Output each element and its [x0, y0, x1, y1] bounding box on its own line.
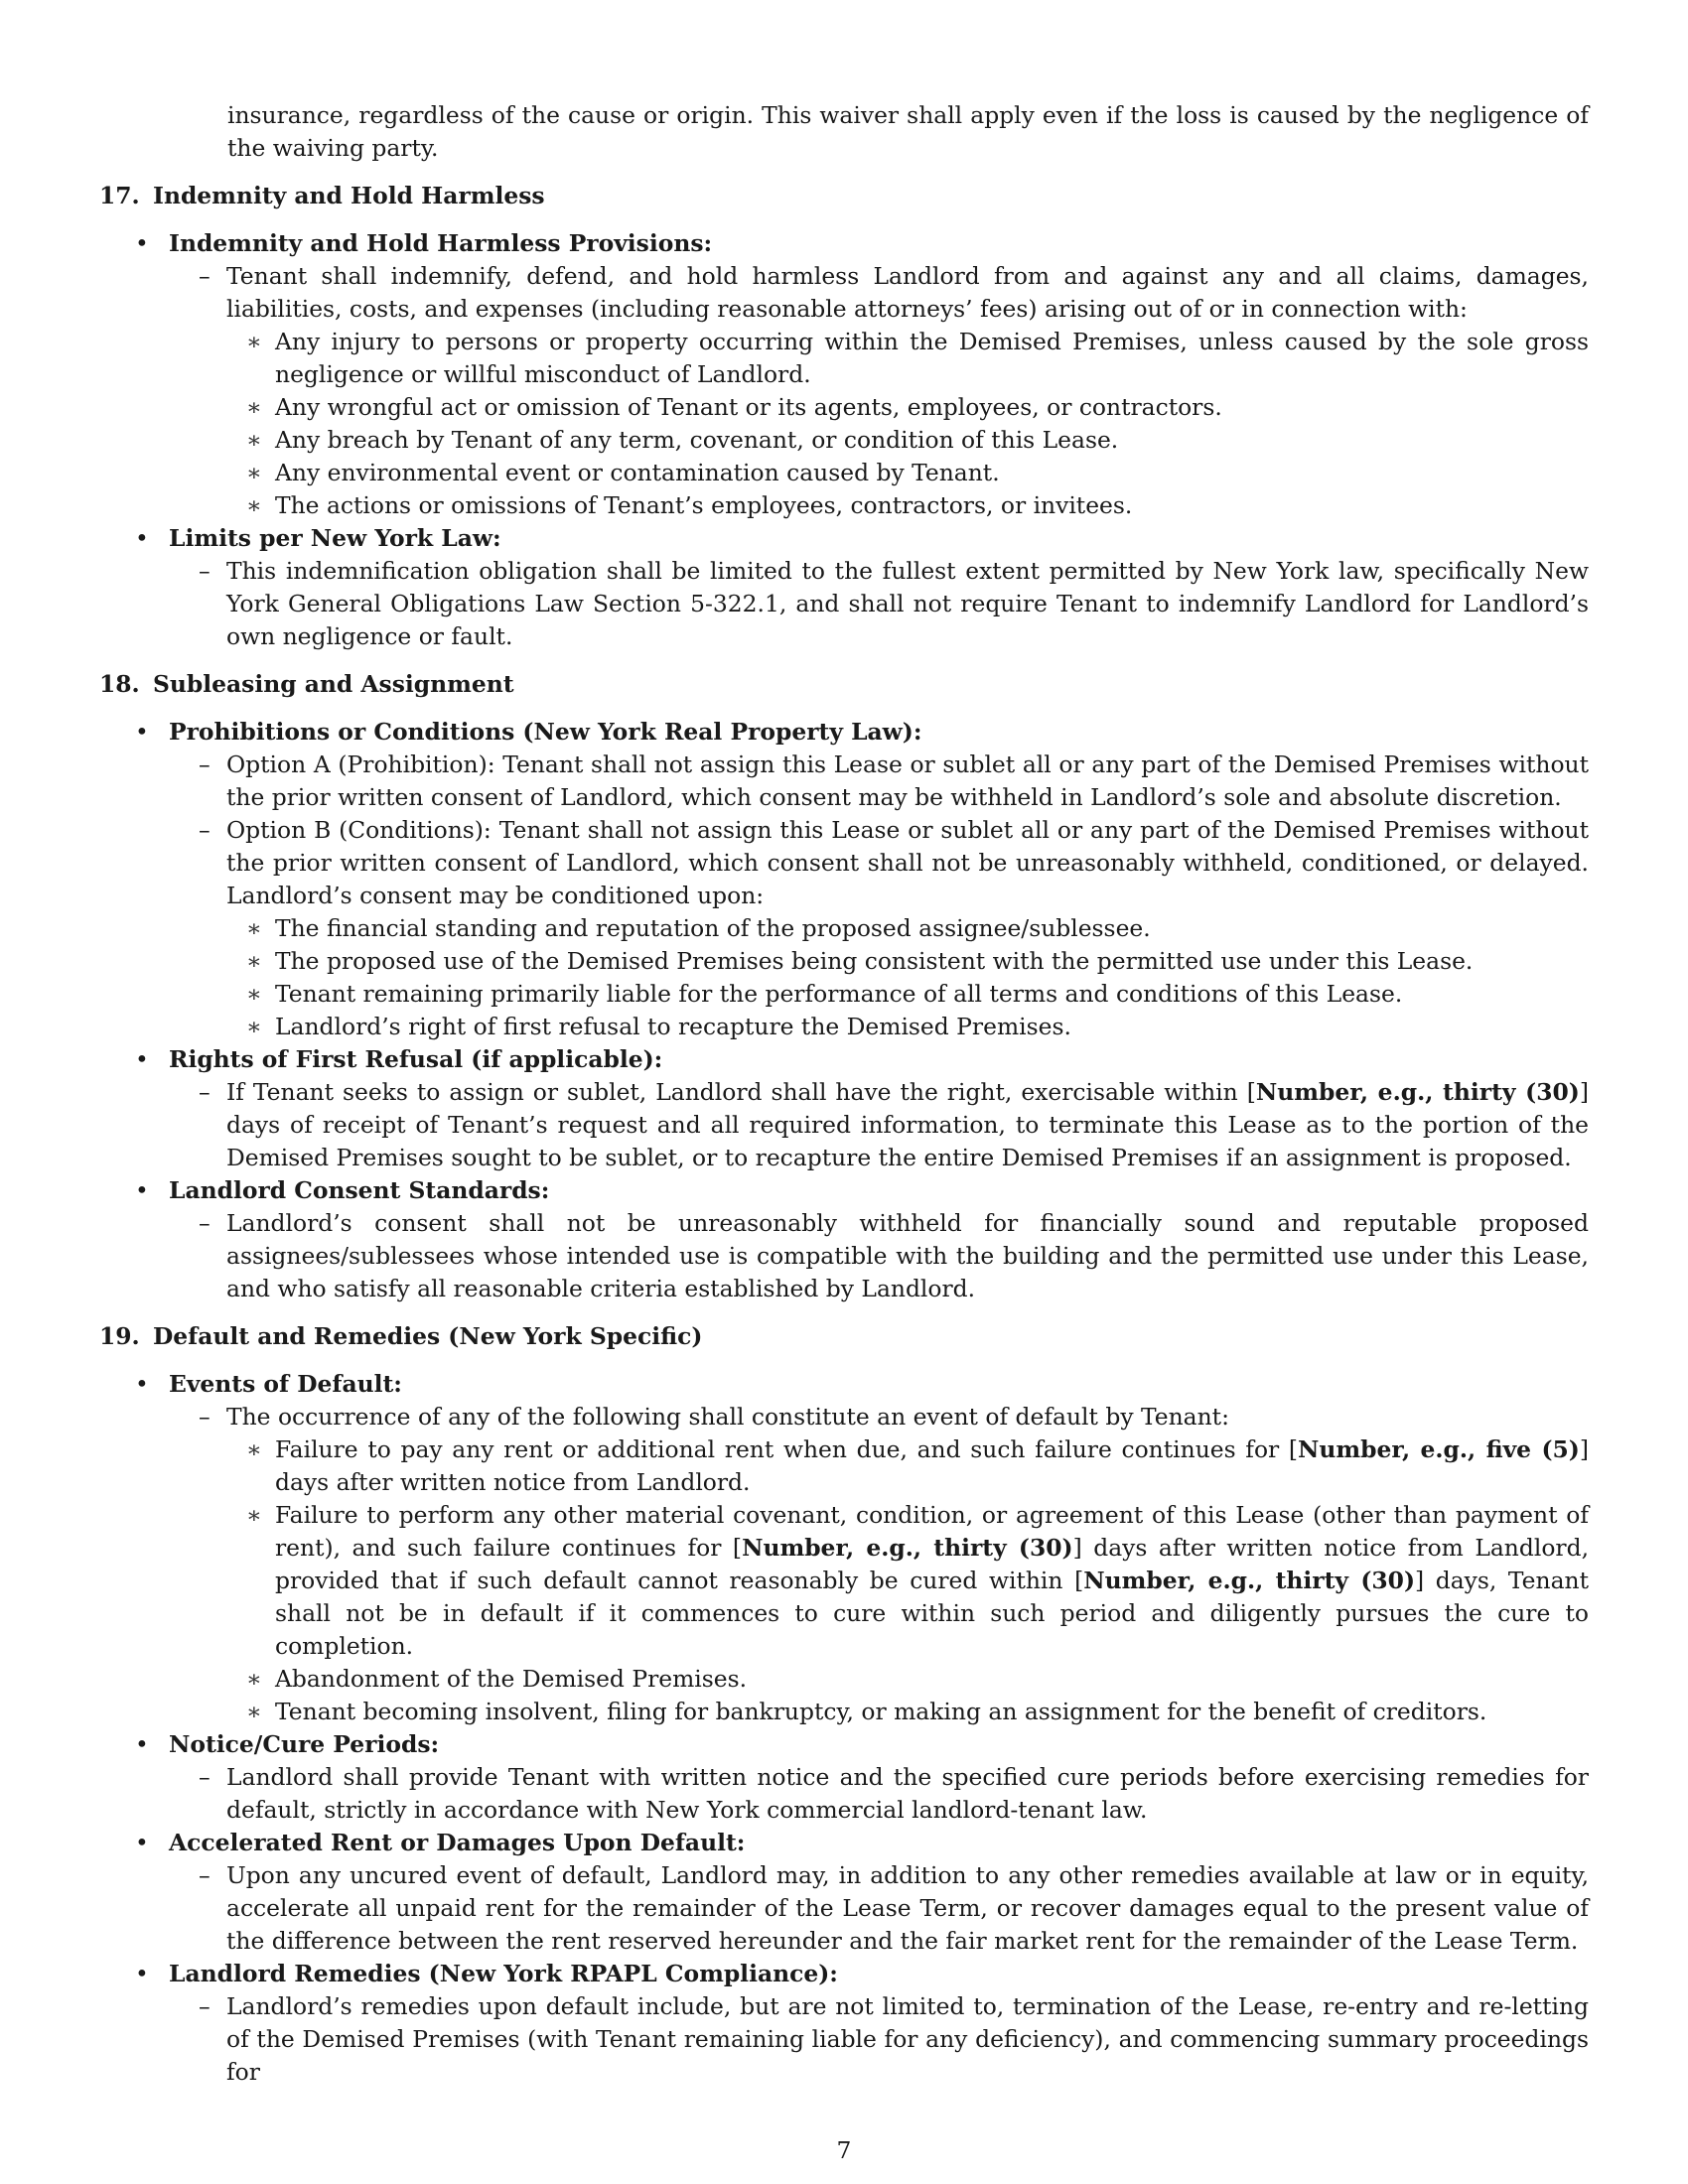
star-icon: ∗: [246, 459, 262, 486]
star-icon: ∗: [246, 393, 262, 421]
star-icon: ∗: [246, 1665, 262, 1693]
list-item: – If Tenant seeks to assign or sublet, Landlord shall have the right, exercisable within [Number, e.g., thirty (30)] days of receipt of Tenant’s request and all required information, to terminate this Lease as to the portion of the Demised Premises sought to be sublet, or to recapture the entire Demised Premises if an assignment is proposed.: [99, 1076, 1589, 1174]
list-item: [99, 227, 1589, 260]
list-item: – Landlord’s remedies upon default include, but are not limited to, termination of the Lease, re-entry and re-letting of the Demised Premises (with Tenant remaining liable for any deficiency), and commencing summary proceedings for: [99, 1990, 1589, 2089]
list-item: [99, 1043, 1589, 1076]
dash-icon: –: [199, 816, 211, 844]
bullet-icon: •: [135, 1960, 149, 1987]
dash-icon: –: [199, 1209, 211, 1237]
bullet-icon: •: [135, 524, 149, 552]
dash-icon: –: [199, 557, 211, 585]
list-item: ∗ Any wrongful act or omission of Tenant or its agents, employees, or contractors.: [99, 391, 1589, 424]
item-label: Prohibitions or Conditions (New York Real Property Law):: [169, 718, 922, 746]
star-icon: ∗: [246, 328, 262, 355]
list-item: ∗ Abandonment of the Demised Premises.: [99, 1663, 1589, 1696]
lead-paragraph: insurance, regardless of the cause or origin. This waiver shall apply even if the loss is caused by the negligence of the waiving party.: [227, 101, 1589, 162]
star-icon: ∗: [246, 491, 262, 519]
list-item: – Option B (Conditions): Tenant shall not assign this Lease or sublet all or any part of the Demised Premises without the prior written consent of Landlord, which consent shall not be unreasonably withheld, conditioned, or delayed. Landlord’s consent may be conditioned upon:: [99, 814, 1589, 912]
list-item: ∗ The actions or omissions of Tenant’s employees, contractors, or invitees.: [99, 489, 1589, 522]
bullet-icon: •: [135, 1045, 149, 1073]
bullet-icon: •: [135, 229, 149, 257]
list-item: ∗ Any breach by Tenant of any term, covenant, or condition of this Lease.: [99, 424, 1589, 457]
dash-icon: –: [199, 1078, 211, 1106]
section-19-title: Default and Remedies (New York Specific): [153, 1322, 703, 1350]
star-icon: ∗: [246, 1501, 262, 1529]
list-item: [99, 1728, 1589, 1761]
list-item: [99, 1958, 1589, 1990]
list-item: ∗ Landlord’s right of first refusal to recapture the Demised Premises.: [99, 1011, 1589, 1043]
list-item: [99, 1368, 1589, 1401]
list-item: ∗ Any environmental event or contamination caused by Tenant.: [99, 457, 1589, 489]
bullet-icon: •: [135, 1829, 149, 1856]
list-item: [99, 1174, 1589, 1207]
section-17-title: Indemnity and Hold Harmless: [153, 182, 545, 209]
item-label: Rights of First Refusal (if applicable):: [169, 1045, 663, 1073]
list-item: – Landlord’s consent shall not be unreasonably withheld for financially sound and reputable proposed assignees/sublessees whose intended use is compatible with the building and the permitted use under this Lease, and who satisfy all reasonable criteria established by Landlord.: [99, 1207, 1589, 1305]
page-number: 7: [836, 2136, 852, 2164]
list-item: [99, 522, 1589, 555]
dash-icon: –: [199, 751, 211, 778]
document-page: [99, 99, 1589, 2089]
star-icon: ∗: [246, 1435, 262, 1463]
section-17-heading: 17. Indemnity and Hold Harmless: [99, 180, 1589, 212]
list-item: – Tenant shall indemnify, defend, and hold harmless Landlord from and against any and all claims, damages, liabilities, costs, and expenses (including reasonable attorneys’ fees) arising out of or in connection with:: [99, 260, 1589, 326]
list-item: – The occurrence of any of the following shall constitute an event of default by Tenant:: [99, 1401, 1589, 1433]
section-18-title: Subleasing and Assignment: [153, 670, 514, 698]
list-item: ∗ Any injury to persons or property occurring within the Demised Premises, unless caused by the sole gross negligence or willful misconduct of Landlord.: [99, 326, 1589, 391]
dash-icon: –: [199, 1763, 211, 1791]
star-icon: ∗: [246, 426, 262, 454]
dash-icon: –: [199, 1992, 211, 2020]
bullet-icon: •: [135, 1730, 149, 1758]
list-item: [99, 716, 1589, 749]
star-icon: ∗: [246, 980, 262, 1008]
star-icon: ∗: [246, 1013, 262, 1040]
list-item: [99, 1827, 1589, 1859]
list-item: – This indemnification obligation shall be limited to the fullest extent permitted by New York law, specifically New York General Obligations Law Section 5-322.1, and shall not require Tenant to indemnify Landlord for Landlord’s own negligence or fault.: [99, 555, 1589, 653]
dash-icon: –: [199, 1861, 211, 1889]
list-item: ∗ Failure to pay any rent or additional rent when due, and such failure continues for [Number, e.g., five (5)] days after written notice from Landlord.: [99, 1433, 1589, 1499]
item-label: Notice/Cure Periods:: [169, 1730, 440, 1758]
star-icon: ∗: [246, 947, 262, 975]
star-icon: ∗: [246, 914, 262, 942]
list-item: ∗ Tenant remaining primarily liable for the performance of all terms and conditions of this Lease.: [99, 978, 1589, 1011]
section-19-heading: 19. Default and Remedies (New York Specific): [99, 1320, 1589, 1353]
list-item: ∗ The financial standing and reputation of the proposed assignee/sublessee.: [99, 912, 1589, 945]
list-item: ∗ Failure to perform any other material covenant, condition, or agreement of this Lease (other than payment of rent), and such failure continues for [Number, e.g., thirty (30)] days after written notice from Landlord, provided that if such default cannot reasonably be cured within [Number, e.g., thirty (30)] days, Tenant shall not be in default if it commences to cure within such period and diligently pursues the cure to completion.: [99, 1499, 1589, 1663]
bullet-icon: •: [135, 1370, 149, 1398]
section-18-heading: 18. Subleasing and Assignment: [99, 668, 1589, 701]
bullet-icon: •: [135, 1176, 149, 1204]
list-item: – Landlord shall provide Tenant with written notice and the specified cure periods before exercising remedies for default, strictly in accordance with New York commercial landlord-tenant law.: [99, 1761, 1589, 1827]
item-label: Indemnity and Hold Harmless Provisions:: [169, 229, 713, 257]
item-label: Landlord Consent Standards:: [169, 1176, 550, 1204]
dash-icon: –: [199, 262, 211, 290]
list-item: ∗ Tenant becoming insolvent, filing for bankruptcy, or making an assignment for the benefit of creditors.: [99, 1696, 1589, 1728]
dash-icon: –: [199, 1403, 211, 1431]
bullet-icon: •: [135, 718, 149, 746]
list-item: – Option A (Prohibition): Tenant shall not assign this Lease or sublet all or any part of the Demised Premises without the prior written consent of Landlord, which consent may be withheld in Landlord’s sole and absolute discretion.: [99, 749, 1589, 814]
item-label: Limits per New York Law:: [169, 524, 501, 552]
item-label: Landlord Remedies (New York RPAPL Compliance):: [169, 1960, 838, 1987]
item-label: Accelerated Rent or Damages Upon Default:: [169, 1829, 746, 1856]
list-item: – Upon any uncured event of default, Landlord may, in addition to any other remedies available at law or in equity, accelerate all unpaid rent for the remainder of the Lease Term, or recover damages equal to the present value of the difference between the rent reserved hereunder and the fair market rent for the remainder of the Lease Term.: [99, 1859, 1589, 1958]
star-icon: ∗: [246, 1698, 262, 1725]
list-item: ∗ The proposed use of the Demised Premises being consistent with the permitted use under this Lease.: [99, 945, 1589, 978]
item-label: Events of Default:: [169, 1370, 402, 1398]
